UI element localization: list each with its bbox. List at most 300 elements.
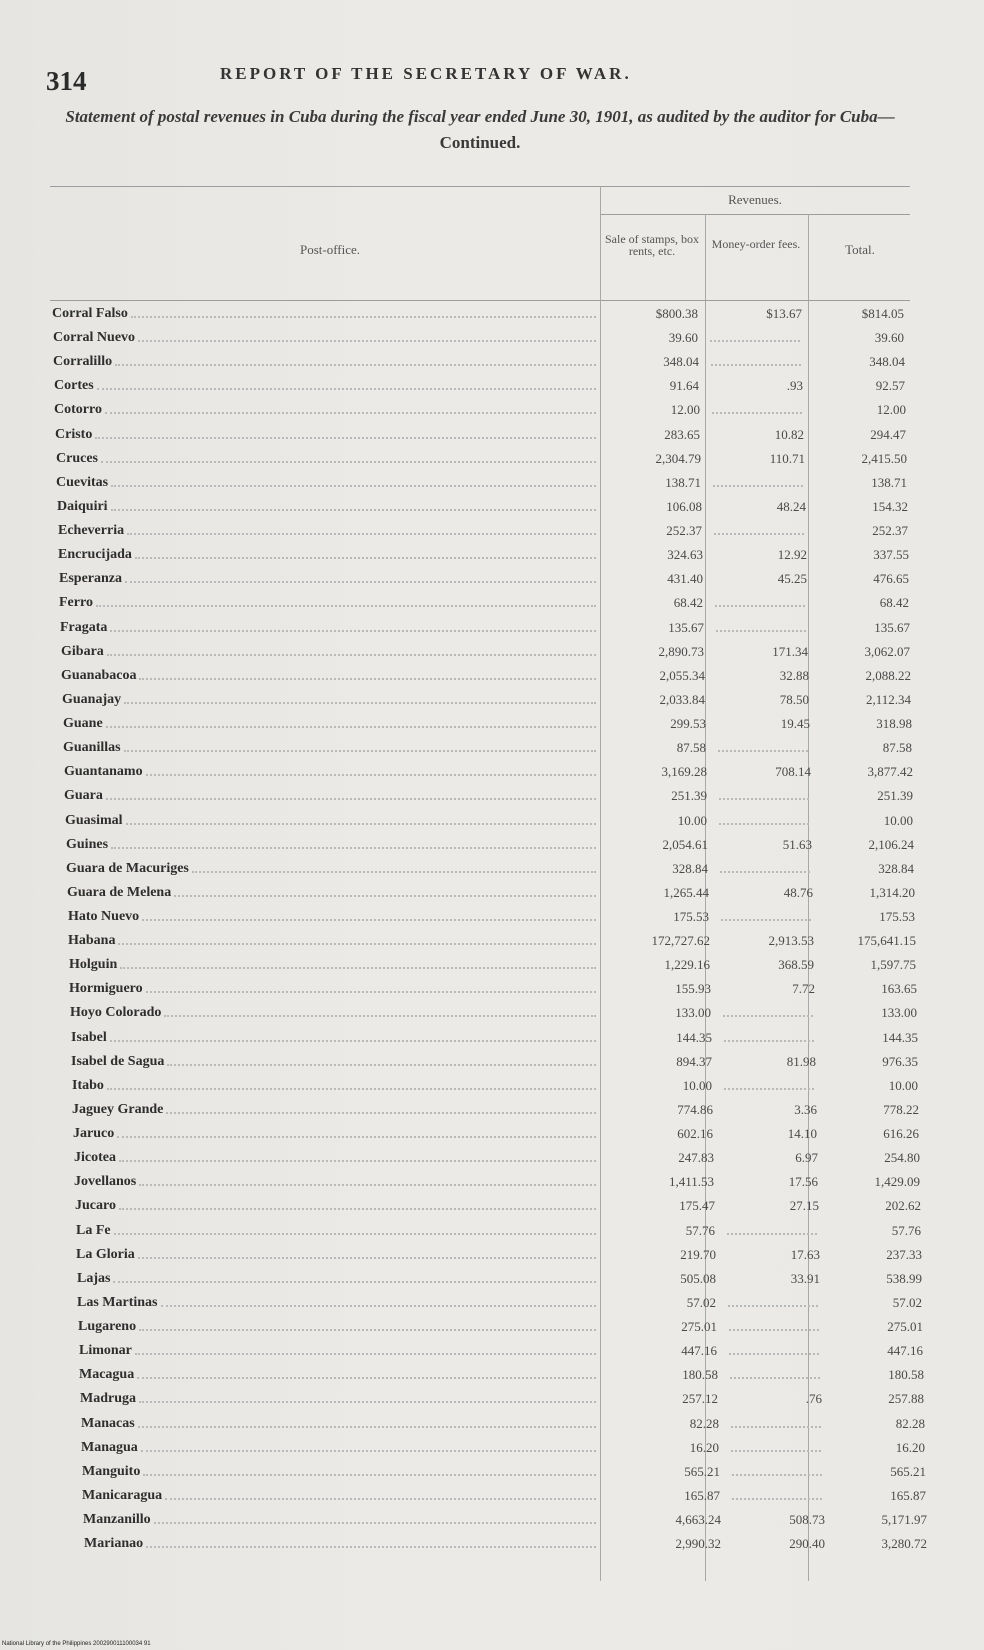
table-row bbox=[0, 668, 984, 692]
revenues-rule bbox=[600, 214, 910, 215]
table-row bbox=[0, 909, 984, 933]
table-row bbox=[0, 354, 984, 378]
empty-cell-dots bbox=[723, 1015, 813, 1017]
cell-sales: 447.16 bbox=[681, 1343, 717, 1358]
header-bottom-rule bbox=[50, 300, 910, 301]
table-row bbox=[0, 1223, 984, 1247]
cell-sales: 431.40 bbox=[667, 571, 703, 586]
table-row bbox=[0, 547, 984, 571]
cell-total: 476.65 bbox=[873, 571, 909, 586]
table-row bbox=[0, 740, 984, 764]
cell-sales: 2,990.32 bbox=[675, 1536, 721, 1551]
cell-money: 368.59 bbox=[778, 957, 814, 972]
cell-total: 92.57 bbox=[875, 378, 905, 393]
header-total: Total. bbox=[845, 242, 875, 257]
caption-suffix: —Continued. bbox=[439, 107, 895, 152]
cell-sales: 505.08 bbox=[680, 1271, 716, 1286]
leader-dots bbox=[142, 919, 596, 921]
cell-sales: 299.53 bbox=[670, 716, 706, 731]
empty-cell-dots bbox=[729, 1353, 819, 1355]
leader-dots bbox=[137, 1377, 596, 1379]
post-office-name: Marianao bbox=[84, 1536, 144, 1551]
post-office-name: Guantanamo bbox=[64, 764, 143, 779]
leader-dots bbox=[115, 364, 596, 366]
table-caption bbox=[40, 104, 920, 156]
cell-total: 2,088.22 bbox=[865, 668, 911, 683]
cell-total: 254.80 bbox=[884, 1150, 920, 1165]
cell-money: 81.98 bbox=[786, 1054, 816, 1069]
leader-dots bbox=[127, 533, 596, 535]
cell-total: 2,112.34 bbox=[865, 692, 911, 707]
empty-cell-dots bbox=[712, 412, 802, 414]
leader-dots bbox=[107, 1088, 596, 1090]
post-office-name: La Fe bbox=[76, 1223, 111, 1238]
cell-sales: 283.65 bbox=[664, 427, 700, 442]
table-row bbox=[0, 523, 984, 547]
leader-dots bbox=[166, 1112, 596, 1114]
post-office-name: Guanillas bbox=[63, 740, 121, 755]
cell-sales: 155.93 bbox=[675, 981, 711, 996]
leader-dots bbox=[97, 388, 596, 390]
post-office-name: Macagua bbox=[79, 1367, 135, 1382]
running-head: REPORT OF THE SECRETARY OF WAR. bbox=[220, 64, 632, 83]
table-row bbox=[0, 716, 984, 740]
cell-total: 154.32 bbox=[872, 499, 908, 514]
leader-dots bbox=[110, 630, 596, 632]
header-post-office: Post-office. bbox=[299, 242, 361, 257]
cell-sales: 275.01 bbox=[681, 1319, 717, 1334]
cell-total: 180.58 bbox=[888, 1367, 924, 1382]
cell-money: 19.45 bbox=[780, 716, 810, 731]
cell-total: 82.28 bbox=[895, 1416, 925, 1431]
cell-total: 565.21 bbox=[890, 1464, 926, 1479]
leader-dots bbox=[117, 1136, 596, 1138]
leader-dots bbox=[101, 461, 596, 463]
cell-sales: 10.00 bbox=[682, 1078, 712, 1093]
cell-sales: 172,727.62 bbox=[651, 933, 710, 948]
cell-total: 144.35 bbox=[882, 1030, 918, 1045]
table-row bbox=[0, 1150, 984, 1174]
table-row bbox=[0, 306, 984, 330]
digitization-footer: National Library of the Philippines 200290011100034 91 bbox=[2, 1641, 151, 1647]
leader-dots bbox=[120, 967, 596, 969]
cell-money: .93 bbox=[786, 378, 803, 393]
empty-cell-dots bbox=[728, 1305, 818, 1307]
table-row bbox=[0, 1536, 984, 1560]
cell-sales: $800.38 bbox=[655, 306, 698, 321]
post-office-name: Jaguey Grande bbox=[72, 1102, 164, 1117]
cell-money: 78.50 bbox=[779, 692, 809, 707]
leader-dots bbox=[164, 1015, 596, 1017]
table-row bbox=[0, 1391, 984, 1415]
cell-total: 175,641.15 bbox=[857, 933, 916, 948]
table-row bbox=[0, 692, 984, 716]
cell-total: 135.67 bbox=[874, 620, 910, 635]
cell-sales: 57.76 bbox=[685, 1223, 715, 1238]
leader-dots bbox=[119, 1160, 596, 1162]
post-office-name: Cotorro bbox=[54, 402, 102, 417]
cell-sales: 2,055.34 bbox=[659, 668, 705, 683]
table-row bbox=[0, 1295, 984, 1319]
empty-cell-dots bbox=[719, 798, 809, 800]
post-office-name: Echeverria bbox=[58, 523, 125, 538]
table-row bbox=[0, 475, 984, 499]
cell-total: 10.00 bbox=[883, 813, 913, 828]
post-office-name: Manacas bbox=[81, 1416, 135, 1431]
table-row bbox=[0, 933, 984, 957]
header-sales: Sale of stamps, box rents, etc. bbox=[605, 232, 699, 258]
post-office-name: Manicaragua bbox=[82, 1488, 163, 1503]
cell-total: 3,877.42 bbox=[867, 764, 913, 779]
post-office-name: Hormiguero bbox=[69, 981, 143, 996]
post-office-name: Encrucijada bbox=[58, 547, 132, 562]
table-row bbox=[0, 837, 984, 861]
cell-total: 16.20 bbox=[895, 1440, 925, 1455]
post-office-name: Esperanza bbox=[59, 571, 122, 586]
leader-dots bbox=[141, 1450, 596, 1452]
leader-dots bbox=[126, 823, 596, 825]
post-office-name: Cortes bbox=[54, 378, 94, 393]
table-row bbox=[0, 427, 984, 451]
post-office-name: Jicotea bbox=[74, 1150, 116, 1165]
table-top-rule bbox=[50, 186, 910, 187]
table-row bbox=[0, 1174, 984, 1198]
cell-sales: 12.00 bbox=[670, 402, 700, 417]
leader-dots bbox=[139, 678, 596, 680]
cell-money: 708.14 bbox=[775, 764, 811, 779]
empty-cell-dots bbox=[711, 364, 801, 366]
cell-money: 290.40 bbox=[789, 1536, 825, 1551]
leader-dots bbox=[146, 991, 596, 993]
cell-sales: 2,033.84 bbox=[659, 692, 705, 707]
cell-money: 27.15 bbox=[789, 1198, 819, 1213]
table-row bbox=[0, 861, 984, 885]
empty-cell-dots bbox=[713, 485, 803, 487]
empty-cell-dots bbox=[732, 1474, 822, 1476]
cell-sales: 165.87 bbox=[684, 1488, 720, 1503]
post-office-name: Fragata bbox=[60, 620, 108, 635]
table-row bbox=[0, 644, 984, 668]
cell-sales: 4,663.24 bbox=[675, 1512, 721, 1527]
post-office-name: Guasimal bbox=[65, 813, 123, 828]
cell-total: 2,415.50 bbox=[861, 451, 907, 466]
cell-money: 17.63 bbox=[790, 1247, 820, 1262]
cell-total: 10.00 bbox=[888, 1078, 918, 1093]
cell-money: 33.91 bbox=[790, 1271, 820, 1286]
caption-main: Statement of postal revenues in Cuba during the fiscal year ended June 30, 1901, as audited by the auditor for Cuba bbox=[65, 107, 878, 126]
cell-sales: 57.02 bbox=[686, 1295, 716, 1310]
cell-total: 87.58 bbox=[882, 740, 912, 755]
post-office-name: Limonar bbox=[79, 1343, 132, 1358]
table-row bbox=[0, 571, 984, 595]
cell-sales: 565.21 bbox=[684, 1464, 720, 1479]
empty-cell-dots bbox=[714, 533, 804, 535]
cell-money: 10.82 bbox=[774, 427, 804, 442]
cell-money: 14.10 bbox=[787, 1126, 817, 1141]
cell-money: 3.36 bbox=[794, 1102, 817, 1117]
empty-cell-dots bbox=[729, 1329, 819, 1331]
empty-cell-dots bbox=[727, 1233, 817, 1235]
post-office-name: Corralillo bbox=[53, 354, 113, 369]
empty-cell-dots bbox=[718, 750, 808, 752]
table-row bbox=[0, 595, 984, 619]
leader-dots bbox=[118, 943, 596, 945]
table-row bbox=[0, 402, 984, 426]
leader-dots bbox=[114, 1233, 596, 1235]
table-row bbox=[0, 813, 984, 837]
table-row bbox=[0, 620, 984, 644]
cell-money: 48.76 bbox=[783, 885, 813, 900]
cell-total: 1,597.75 bbox=[870, 957, 916, 972]
cell-sales: 180.58 bbox=[682, 1367, 718, 1382]
cell-total: 447.16 bbox=[887, 1343, 923, 1358]
cell-sales: 82.28 bbox=[689, 1416, 719, 1431]
cell-sales: 251.39 bbox=[671, 788, 707, 803]
post-office-name: Ferro bbox=[59, 595, 93, 610]
table-row bbox=[0, 764, 984, 788]
cell-total: 1,314.20 bbox=[869, 885, 915, 900]
cell-money: .76 bbox=[805, 1391, 822, 1406]
table-row bbox=[0, 1512, 984, 1536]
cell-sales: 138.71 bbox=[665, 475, 701, 490]
table-row bbox=[0, 788, 984, 812]
post-office-name: Guines bbox=[66, 837, 109, 852]
post-office-name: Isabel de Sagua bbox=[71, 1054, 165, 1069]
cell-total: 202.62 bbox=[885, 1198, 921, 1213]
table-row bbox=[0, 981, 984, 1005]
leader-dots bbox=[138, 340, 596, 342]
table-row bbox=[0, 499, 984, 523]
cell-sales: 348.04 bbox=[663, 354, 699, 369]
leader-dots bbox=[113, 1281, 596, 1283]
post-office-name: Guane bbox=[63, 716, 103, 731]
cell-total: 1,429.09 bbox=[874, 1174, 920, 1189]
table-row bbox=[0, 451, 984, 475]
cell-sales: 91.64 bbox=[669, 378, 699, 393]
cell-total: 133.00 bbox=[881, 1005, 917, 1020]
table-row bbox=[0, 1102, 984, 1126]
table-row bbox=[0, 1271, 984, 1295]
leader-dots bbox=[135, 1353, 596, 1355]
post-office-name: Manzanillo bbox=[83, 1512, 151, 1527]
table-row bbox=[0, 1198, 984, 1222]
cell-money: 51.63 bbox=[782, 837, 812, 852]
empty-cell-dots bbox=[731, 1426, 821, 1428]
cell-sales: 328.84 bbox=[672, 861, 708, 876]
post-office-name: Las Martinas bbox=[77, 1295, 158, 1310]
table-row bbox=[0, 1343, 984, 1367]
post-office-name: Guara de Macuriges bbox=[66, 861, 189, 876]
leader-dots bbox=[96, 605, 596, 607]
leader-dots bbox=[111, 485, 596, 487]
cell-sales: 252.37 bbox=[666, 523, 702, 538]
cell-total: 3,280.72 bbox=[881, 1536, 927, 1551]
table-row bbox=[0, 1005, 984, 1029]
header-revenues: Revenues. bbox=[728, 192, 782, 207]
cell-sales: 3,169.28 bbox=[661, 764, 707, 779]
empty-cell-dots bbox=[720, 871, 810, 873]
cell-total: 538.99 bbox=[886, 1271, 922, 1286]
cell-total: 318.98 bbox=[876, 716, 912, 731]
leader-dots bbox=[125, 581, 596, 583]
cell-total: 252.37 bbox=[872, 523, 908, 538]
cell-total: 257.88 bbox=[888, 1391, 924, 1406]
post-office-name: Guanabacoa bbox=[61, 668, 137, 683]
table-row bbox=[0, 1247, 984, 1271]
table-row bbox=[0, 1319, 984, 1343]
cell-sales: 87.58 bbox=[676, 740, 706, 755]
cell-money: 171.34 bbox=[772, 644, 808, 659]
cell-total: 39.60 bbox=[874, 330, 904, 345]
empty-cell-dots bbox=[732, 1498, 822, 1500]
leader-dots bbox=[124, 750, 596, 752]
cell-total: $814.05 bbox=[861, 306, 904, 321]
cell-money: 45.25 bbox=[777, 571, 807, 586]
table-row bbox=[0, 1078, 984, 1102]
post-office-name: Managua bbox=[81, 1440, 138, 1455]
cell-total: 57.76 bbox=[891, 1223, 921, 1238]
cell-sales: 133.00 bbox=[675, 1005, 711, 1020]
table-row bbox=[0, 1054, 984, 1078]
empty-cell-dots bbox=[724, 1040, 814, 1042]
post-office-name: Hoyo Colorado bbox=[70, 1005, 162, 1020]
post-office-name: Habana bbox=[68, 933, 116, 948]
table-row bbox=[0, 378, 984, 402]
empty-cell-dots bbox=[724, 1088, 814, 1090]
cell-total: 616.26 bbox=[883, 1126, 919, 1141]
post-office-name: Isabel bbox=[71, 1030, 107, 1045]
cell-sales: 774.86 bbox=[677, 1102, 713, 1117]
post-office-name: Jovellanos bbox=[74, 1174, 137, 1189]
cell-total: 165.87 bbox=[890, 1488, 926, 1503]
leader-dots bbox=[146, 774, 596, 776]
post-office-name: Cristo bbox=[55, 427, 93, 442]
leader-dots bbox=[138, 1426, 596, 1428]
cell-sales: 2,890.73 bbox=[658, 644, 704, 659]
cell-sales: 324.63 bbox=[667, 547, 703, 562]
cell-total: 251.39 bbox=[877, 788, 913, 803]
leader-dots bbox=[139, 1184, 596, 1186]
table-row bbox=[0, 957, 984, 981]
empty-cell-dots bbox=[716, 630, 806, 632]
post-office-name: Cuevitas bbox=[56, 475, 109, 490]
post-office-name: Itabo bbox=[72, 1078, 104, 1093]
cell-sales: 16.20 bbox=[689, 1440, 719, 1455]
post-office-name: Madruga bbox=[80, 1391, 136, 1406]
leader-dots bbox=[131, 316, 596, 318]
leader-dots bbox=[139, 1401, 596, 1403]
cell-total: 778.22 bbox=[883, 1102, 919, 1117]
post-office-name: Jaruco bbox=[73, 1126, 115, 1141]
leader-dots bbox=[105, 412, 596, 414]
cell-sales: 175.53 bbox=[673, 909, 709, 924]
table-row bbox=[0, 885, 984, 909]
cell-sales: 2,304.79 bbox=[655, 451, 701, 466]
leader-dots bbox=[165, 1498, 596, 1500]
post-office-name: Guara de Melena bbox=[67, 885, 172, 900]
post-office-name: Hato Nuevo bbox=[68, 909, 140, 924]
table-row bbox=[0, 1488, 984, 1512]
cell-total: 328.84 bbox=[878, 861, 914, 876]
leader-dots bbox=[154, 1522, 596, 1524]
leader-dots bbox=[111, 847, 596, 849]
cell-sales: 602.16 bbox=[677, 1126, 713, 1141]
cell-sales: 257.12 bbox=[682, 1391, 718, 1406]
cell-sales: 68.42 bbox=[673, 595, 703, 610]
leader-dots bbox=[135, 557, 596, 559]
empty-cell-dots bbox=[721, 919, 811, 921]
table-row bbox=[0, 1367, 984, 1391]
cell-sales: 135.67 bbox=[668, 620, 704, 635]
cell-sales: 1,265.44 bbox=[663, 885, 709, 900]
table-row bbox=[0, 1440, 984, 1464]
post-office-name: Guara bbox=[64, 788, 103, 803]
cell-sales: 894.37 bbox=[676, 1054, 712, 1069]
cell-sales: 144.35 bbox=[676, 1030, 712, 1045]
cell-money: 48.24 bbox=[776, 499, 806, 514]
leader-dots bbox=[110, 1040, 596, 1042]
leader-dots bbox=[106, 726, 596, 728]
empty-cell-dots bbox=[710, 340, 800, 342]
post-office-name: Guanajay bbox=[62, 692, 122, 707]
table-row bbox=[0, 1126, 984, 1150]
table-row bbox=[0, 1416, 984, 1440]
empty-cell-dots bbox=[730, 1377, 820, 1379]
post-office-name: Corral Nuevo bbox=[53, 330, 136, 345]
cell-money: 6.97 bbox=[795, 1150, 818, 1165]
cell-total: 12.00 bbox=[876, 402, 906, 417]
post-office-name: Cruces bbox=[56, 451, 98, 466]
leader-dots bbox=[192, 871, 596, 873]
cell-total: 138.71 bbox=[871, 475, 907, 490]
leader-dots bbox=[146, 1546, 596, 1548]
cell-sales: 247.83 bbox=[678, 1150, 714, 1165]
leader-dots bbox=[111, 509, 596, 511]
leader-dots bbox=[124, 702, 596, 704]
cell-sales: 2,054.61 bbox=[662, 837, 708, 852]
cell-money: 2,913.53 bbox=[768, 933, 814, 948]
leader-dots bbox=[95, 437, 596, 439]
cell-total: 237.33 bbox=[886, 1247, 922, 1262]
cell-sales: 106.08 bbox=[666, 499, 702, 514]
leader-dots bbox=[167, 1064, 596, 1066]
cell-sales: 219.70 bbox=[680, 1247, 716, 1262]
cell-sales: 39.60 bbox=[668, 330, 698, 345]
cell-money: 12.92 bbox=[777, 547, 807, 562]
cell-total: 348.04 bbox=[869, 354, 905, 369]
cell-total: 294.47 bbox=[870, 427, 906, 442]
leader-dots bbox=[138, 1257, 596, 1259]
leader-dots bbox=[119, 1208, 596, 1210]
empty-cell-dots bbox=[731, 1450, 821, 1452]
cell-total: 57.02 bbox=[892, 1295, 922, 1310]
cell-money: 508.73 bbox=[789, 1512, 825, 1527]
header-money-order: Money-order fees. bbox=[711, 237, 801, 251]
empty-cell-dots bbox=[719, 823, 809, 825]
cell-total: 337.55 bbox=[873, 547, 909, 562]
cell-sales: 175.47 bbox=[679, 1198, 715, 1213]
post-office-name: Jucaro bbox=[75, 1198, 116, 1213]
cell-total: 3,062.07 bbox=[864, 644, 910, 659]
cell-money: 7.72 bbox=[792, 981, 815, 996]
cell-total: 163.65 bbox=[881, 981, 917, 996]
cell-total: 2,106.24 bbox=[868, 837, 914, 852]
leader-dots bbox=[161, 1305, 596, 1307]
post-office-name: Holguin bbox=[69, 957, 118, 972]
cell-sales: 10.00 bbox=[677, 813, 707, 828]
leader-dots bbox=[174, 895, 596, 897]
cell-money: 32.88 bbox=[779, 668, 809, 683]
